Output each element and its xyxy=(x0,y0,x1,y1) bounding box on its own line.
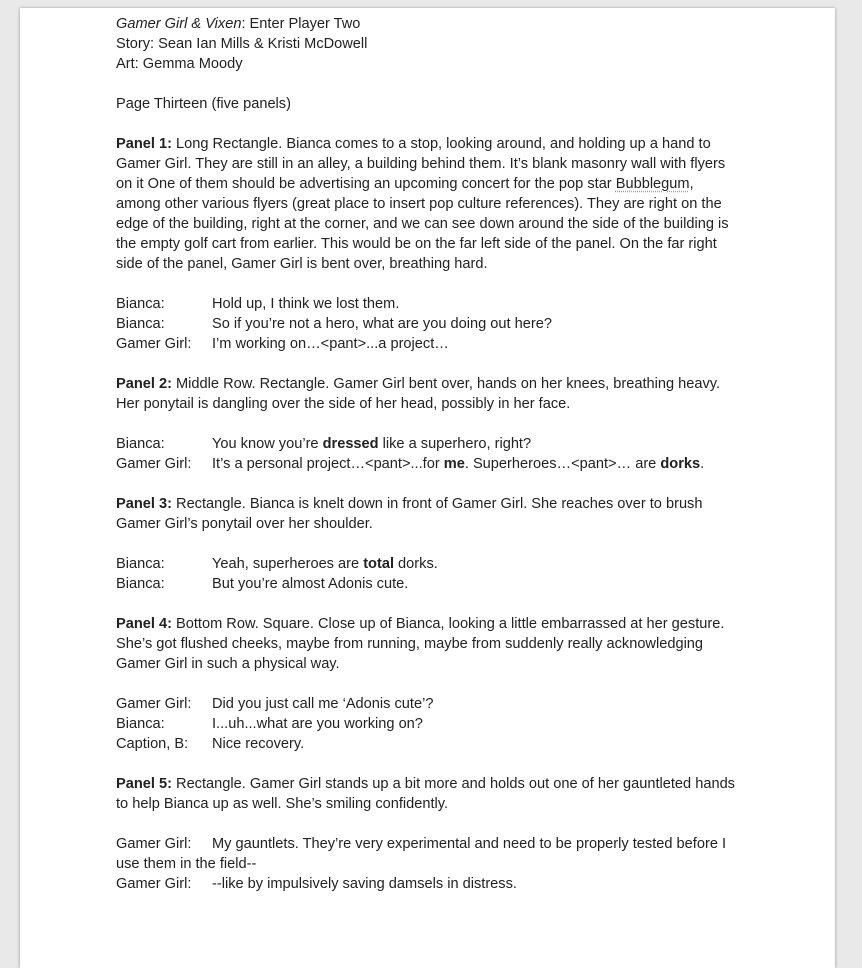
panel-2-description: Panel 2: Middle Row. Rectangle. Gamer Girl bent over, hands on her knees, breathing heavy. Her ponytail is dangling over the side of her head, possibly in her face. xyxy=(116,376,721,412)
script-body xyxy=(116,14,736,894)
speaker: Bianca: xyxy=(116,296,165,312)
dialogue-line xyxy=(116,554,736,574)
speaker: Bianca: xyxy=(116,436,165,452)
speaker: Bianca: xyxy=(116,316,165,332)
dialogue-text: It’s a personal project…<pant>...for me. Superheroes…<pant>… are dorks. xyxy=(212,456,705,472)
dialogue-text: Did you just call me ‘Adonis cute’? xyxy=(212,696,434,712)
dialogue-line xyxy=(116,874,736,894)
speaker: Gamer Girl: xyxy=(116,456,192,472)
dialogue-text: I...uh...what are you working on? xyxy=(212,716,423,732)
dialogue-text: But you’re almost Adonis cute. xyxy=(212,576,409,592)
panel-4-description: Panel 4: Bottom Row. Square. Close up of Bianca, looking a little embarrassed at her gesture. She’s got flushed cheeks, maybe from running, maybe from suddenly really acknowledging Gamer Girl in such a physical way. xyxy=(116,616,725,672)
story-credit: Story: Sean Ian Mills & Kristi McDowell xyxy=(116,36,368,52)
dialogue-line xyxy=(116,294,736,314)
dialogue-text: So if you’re not a hero, what are you doing out here? xyxy=(212,316,552,332)
panel-3-description: Panel 3: Rectangle. Bianca is knelt down in front of Gamer Girl. She reaches over to brush Gamer Girl’s ponytail over her shoulder. xyxy=(116,496,703,532)
art-credit: Art: Gemma Moody xyxy=(116,56,243,72)
dialogue-line xyxy=(116,334,736,354)
dialogue-line xyxy=(116,434,736,454)
panel-label: Panel 5: xyxy=(116,776,172,792)
document-page xyxy=(20,8,835,968)
dialogue-text: My gauntlets. They’re very experimental and need to be properly tested before I use them in the field-- xyxy=(116,836,727,872)
dialogue-line xyxy=(116,574,736,594)
spellcheck-flagged-word: Bubblegum xyxy=(615,176,690,192)
speaker: Caption, B: xyxy=(116,736,189,752)
dialogue-text: I’m working on…<pant>...a project… xyxy=(212,336,449,352)
speaker: Gamer Girl: xyxy=(116,336,192,352)
page-heading: Page Thirteen (five panels) xyxy=(116,96,291,112)
panel-label: Panel 4: xyxy=(116,616,172,632)
speaker: Gamer Girl: xyxy=(116,876,192,892)
panel-1-description: Panel 1: Long Rectangle. Bianca comes to a stop, looking around, and holding up a hand to Gamer Girl. They are still in an alley, a building behind them. It’s blank masonry wall with flyers on it One of them should be advertising an upcoming concert for the pop star Bubblegum, among other various flyers (great place to insert pop culture references). They are right on the edge of the building, right at the corner, and we can see down around the side of the building is the empty golf cart from earlier. This would be on the far left side of the panel. On the far right side of the panel, Gamer Girl is bent over, breathing hard. xyxy=(116,136,729,272)
dialogue-line xyxy=(116,734,736,754)
script-title: Gamer Girl & Vixen: Enter Player Two xyxy=(116,16,361,32)
dialogue-line xyxy=(116,454,736,474)
dialogue-text: You know you’re dressed like a superhero, right? xyxy=(212,436,532,452)
dialogue-line xyxy=(116,694,736,714)
panel-label: Panel 3: xyxy=(116,496,172,512)
speaker: Bianca: xyxy=(116,556,165,572)
speaker: Gamer Girl: xyxy=(116,836,192,852)
dialogue-line xyxy=(116,714,736,734)
dialogue-line xyxy=(116,834,736,874)
panel-label: Panel 2: xyxy=(116,376,172,392)
panel-5-description: Panel 5: Rectangle. Gamer Girl stands up a bit more and holds out one of her gauntleted hands to help Bianca up as well. She’s smiling confidently. xyxy=(116,776,735,812)
speaker: Bianca: xyxy=(116,576,165,592)
speaker: Bianca: xyxy=(116,716,165,732)
dialogue-text: Nice recovery. xyxy=(212,736,305,752)
dialogue-text: --like by impulsively saving damsels in distress. xyxy=(212,876,517,892)
dialogue-text: Yeah, superheroes are total dorks. xyxy=(212,556,438,572)
dialogue-line xyxy=(116,314,736,334)
dialogue-text: Hold up, I think we lost them. xyxy=(212,296,400,312)
speaker: Gamer Girl: xyxy=(116,696,192,712)
panel-label: Panel 1: xyxy=(116,136,172,152)
